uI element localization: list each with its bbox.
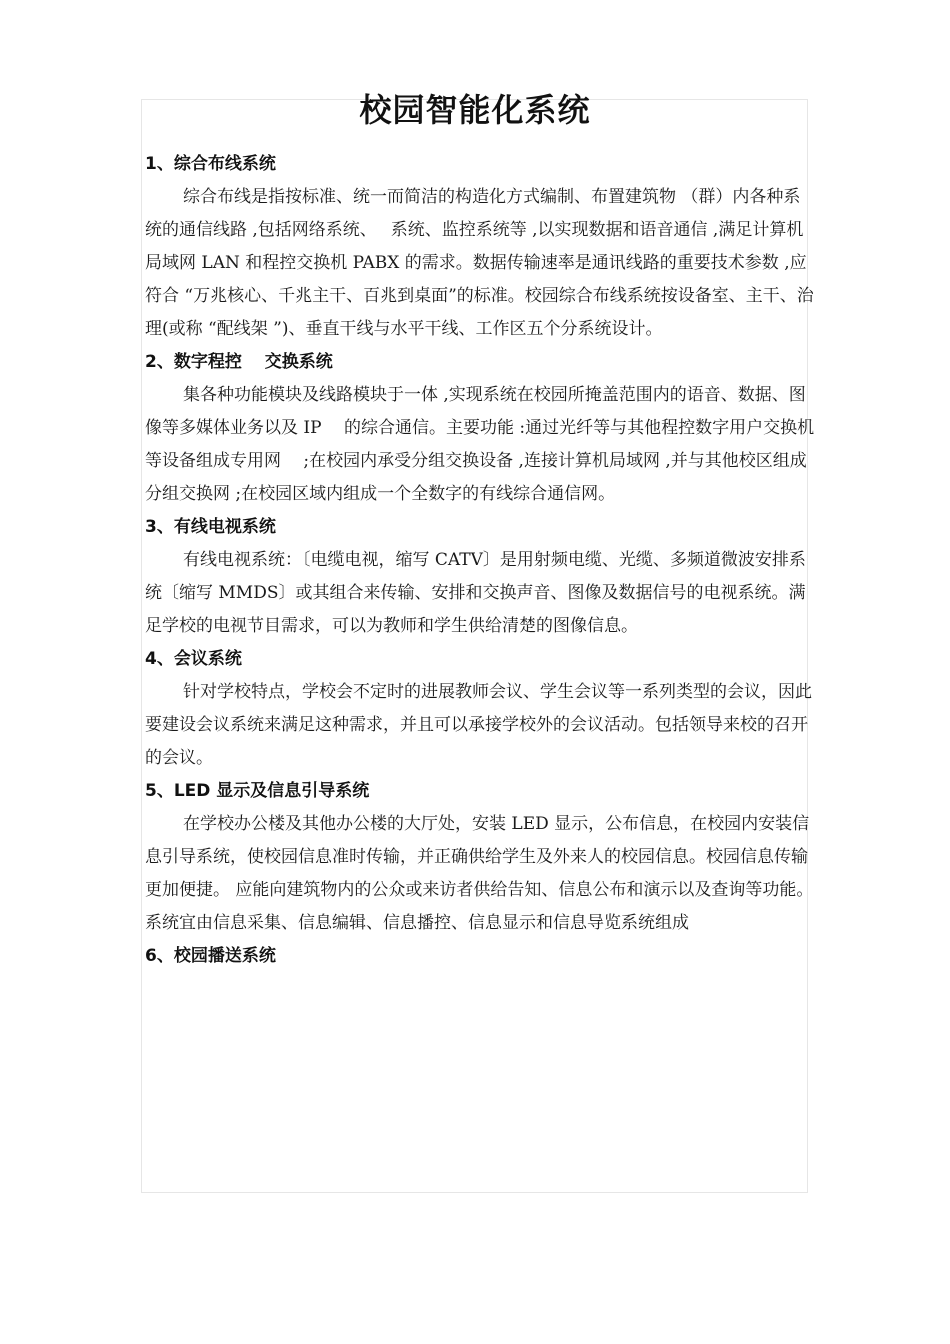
section-2 [145, 346, 817, 511]
section-paragraph: 集各种功能模块及线路模块于一体 ,实现系统在校园所掩盖范围内的语音、数据、图像等多媒体业务以及 IP 的综合通信。主要功能 :通过光纤等与其他程控数字用户交换机等设备组成专用网 ;在校园内承受分组交换设备 ,连接计算机局域网 ,并与其他校区组成分组交换网 ;在校园区域内组成一个全数字的有线综合通信网。 [145, 385, 815, 504]
section-heading: 6、校园播送系统 [145, 946, 276, 966]
section-paragraph: 综合布线是指按标准、统一而简洁的构造化方式编制、布置建筑物 （群）内各种系统的通信线路 ,包括网络系统、 系统、监控系统等 ,以实现数据和语音通信 ,满足计算机局域网 LAN 和程控交换机 PABX 的需求。数据传输速率是通讯线路的重要技术参数 ,应符合 “万兆核心、千兆主干、百兆到桌面”的标准。校园综合布线系统按设备室、主干、治理(或称 “配线架 ”)、垂直干线与水平干线、工作区五个分系统设计。 [145, 187, 814, 339]
document-title: 校园智能化系统 [359, 91, 591, 129]
section-heading: 4、会议系统 [145, 649, 242, 669]
section-4 [145, 643, 817, 775]
section-paragraph: 有线电视系统：〔电缆电视，缩写 CATV〕是用射频电缆、光缆、多频道微波安排系统〔缩写 MMDS〕或其组合来传输、安排和交换声音、图像及数据信号的电视系统。满足学校的电视节目需求，可以为教师和学生供给清楚的图像信息。 [145, 550, 806, 636]
section-heading: 3、有线电视系统 [145, 517, 276, 537]
section-heading: 2、数字程控 交换系统 [145, 352, 333, 372]
section-6 [145, 940, 817, 973]
section-heading: 1、综合布线系统 [145, 154, 276, 174]
section-paragraph: 针对学校特点，学校会不定时的进展教师会议、学生会议等一系列类型的会议，因此要建设会议系统来满足这种需求，并且可以承接学校外的会议活动。包括领导来校的召开的会议。 [145, 682, 812, 768]
section-5 [145, 775, 817, 940]
section-heading: 5、LED 显示及信息引导系统 [145, 781, 370, 801]
document-body [145, 148, 817, 973]
section-3 [145, 511, 817, 643]
section-1 [145, 148, 817, 346]
section-paragraph: 在学校办公楼及其他办公楼的大厅处，安装 LED 显示，公布信息，在校园内安装信息引导系统，使校园信息准时传输，并正确供给学生及外来人的校园信息。校园信息传输更加便捷。 应能向建筑物内的公众或来访者供给告知、信息公布和演示以及查询等功能。 系统宜由信息采集、信息编辑、信息播控、信息显示和信息导览系统组成 [145, 814, 819, 933]
